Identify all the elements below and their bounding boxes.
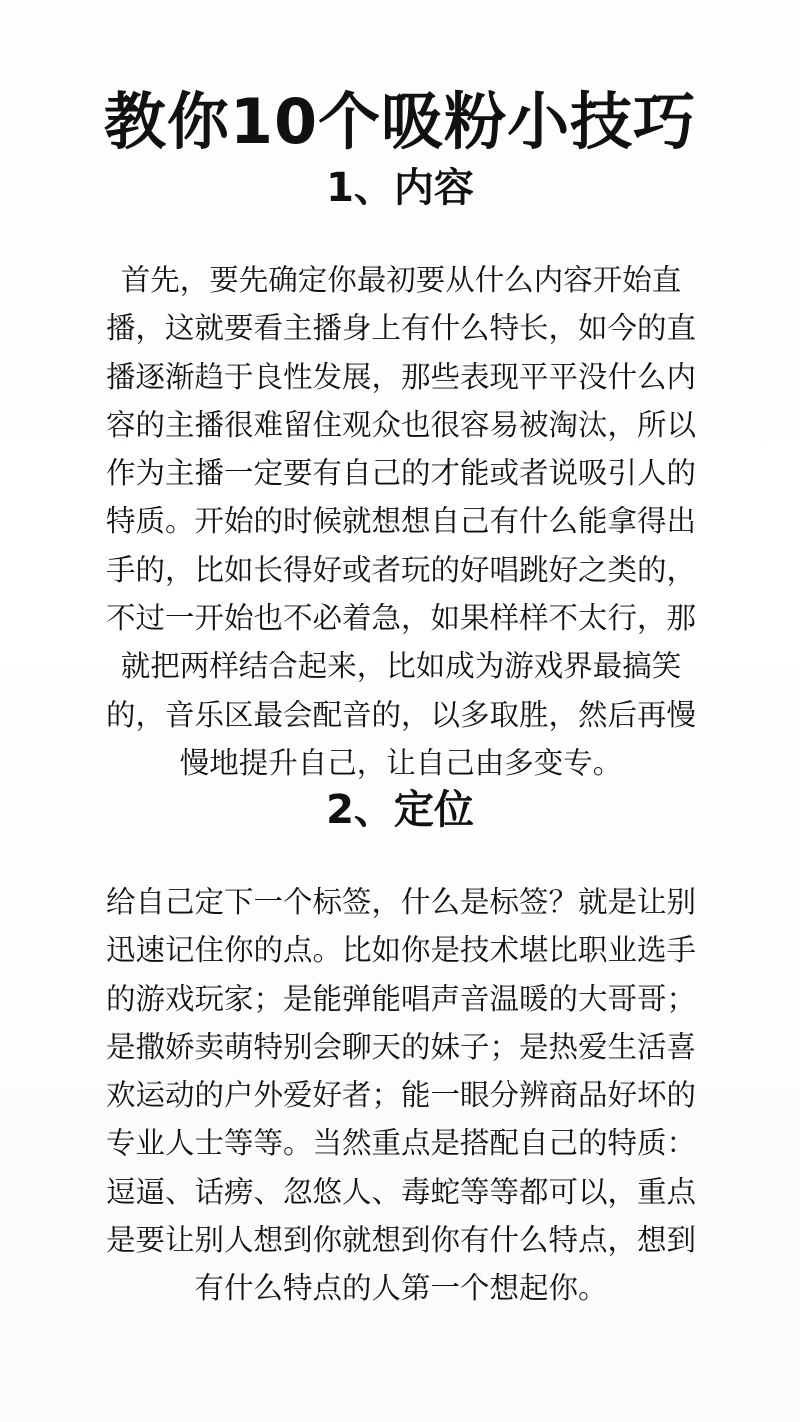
page-title: 教你10个吸粉小技巧: [103, 85, 697, 158]
section-heading-content: 1、内容: [326, 165, 474, 211]
section-body-content: 首先，要先确定你最初要从什么内容开始直播，这就要看主播身上有什么特长，如今的直播逐渐趋于良性发展，那些表现平平没什么内容的主播很难留住观众也很容易被淘汰，所以作为主播一定要有自己的才能或者说吸引人的特质。开始的时候就想想自己有什么能拿得出手的，比如长得好或者玩的好唱跳好之类的，不过一开始也不必着急，如果样样不太行，那就把两样结合起来，比如成为游戏界最搞笑的，音乐区最会配音的，以多取胜，然后再慢慢地提升自己，让自己由多变专。: [105, 263, 696, 780]
section-body-positioning: 给自己定下一个标签，什么是标签？就是让别迅速记住你的点。比如你是技术堪比职业选手的游戏玩家；是能弹能唱声音温暖的大哥哥；是撒娇卖萌特别会聊天的妹子；是热爱生活喜欢运动的户外爱好者；能一眼分辨商品好坏的专业人士等等。当然重点是搭配自己的特质：逗逼、话痨、忽悠人、毒蛇等等都可以，重点是要让别人想到你就想到你有什么特点，想到有什么特点的人第一个想起你。: [105, 885, 696, 1306]
section-heading-positioning: 2、定位: [326, 787, 474, 833]
